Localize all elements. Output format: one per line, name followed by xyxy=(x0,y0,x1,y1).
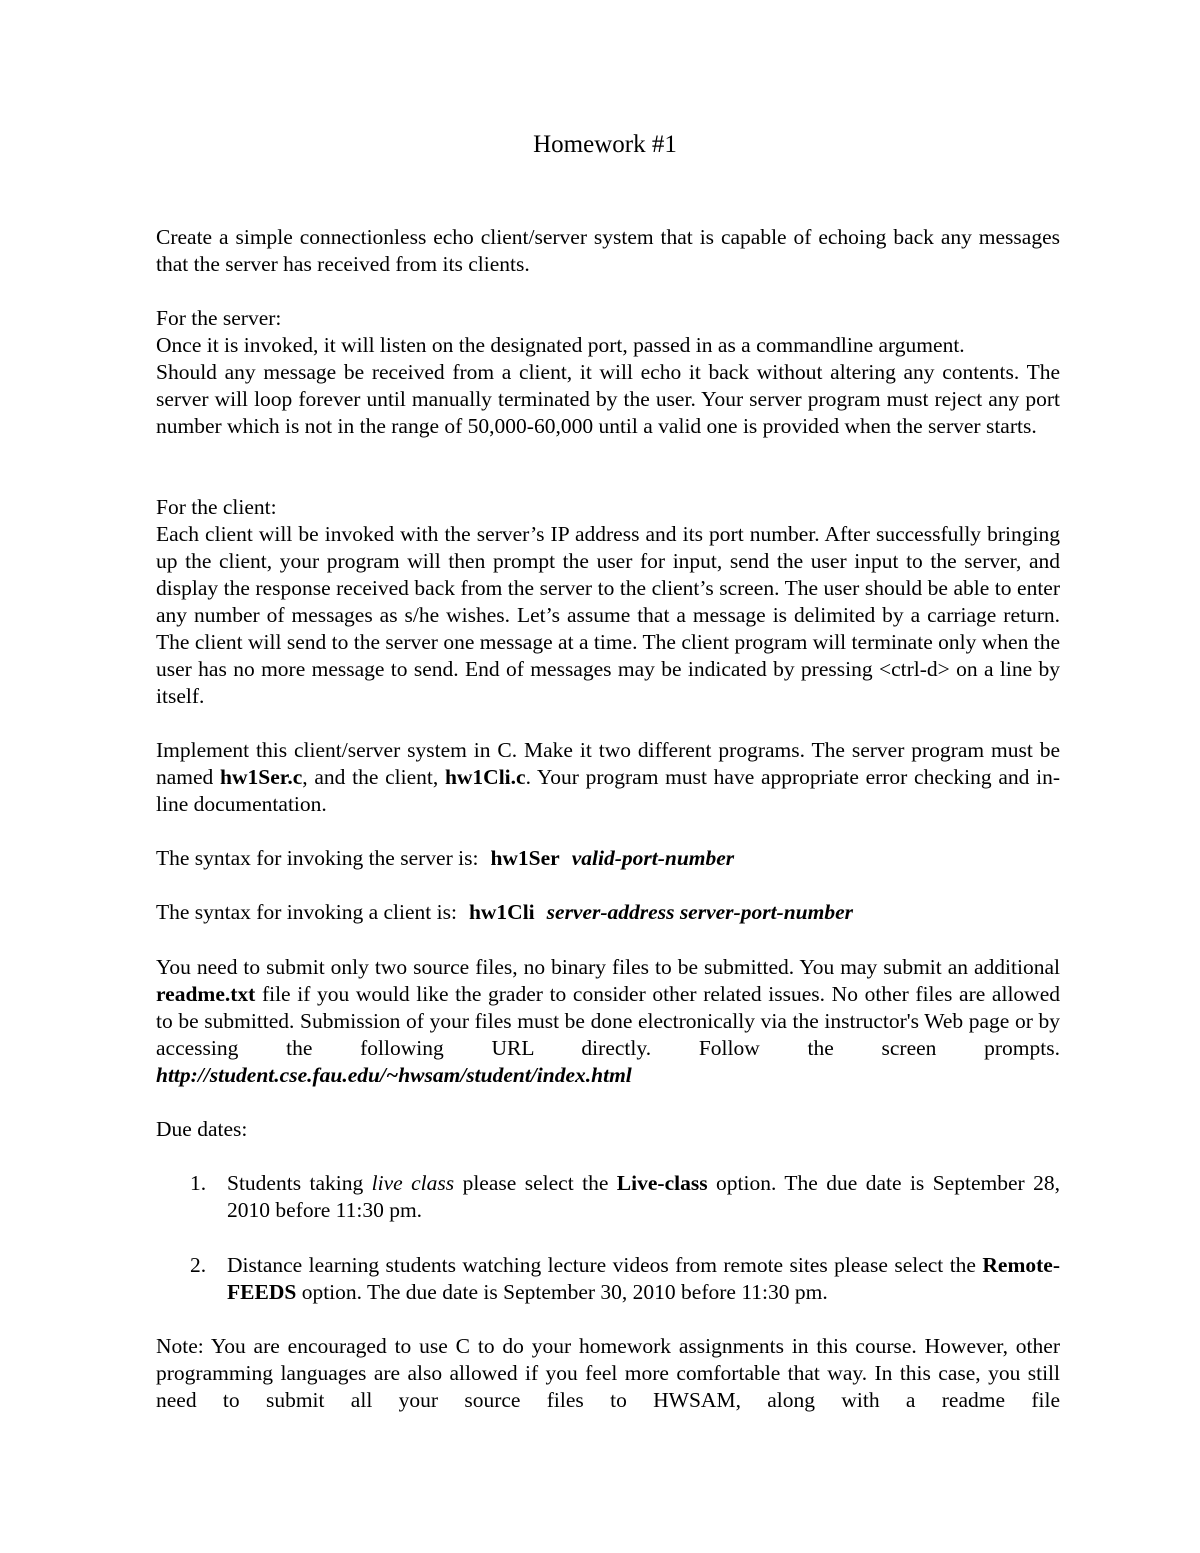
implement-paragraph xyxy=(156,737,1060,818)
list-number: 1. xyxy=(190,1171,207,1195)
client-syntax-prefix: The syntax for invoking a client is: xyxy=(156,900,457,924)
remote-feeds-option: Remote-FEEDS xyxy=(227,1253,1060,1304)
submission-url: http://student.cse.fau.edu/~hwsam/student/index.html xyxy=(156,1063,632,1087)
server-syntax-line xyxy=(156,845,1060,872)
client-command-args: server-address server-port-number xyxy=(546,900,853,924)
server-syntax-prefix: The syntax for invoking the server is: xyxy=(156,846,479,870)
list-number: 2. xyxy=(190,1253,207,1277)
server-filename: hw1Ser.c xyxy=(220,765,303,789)
server-command: hw1Ser xyxy=(490,846,560,870)
due-dates-heading: Due dates: xyxy=(156,1117,248,1141)
submit-text-2: file if you would like the grader to consider other related issues. No other files are allowed to be submitted. Submission of your files must be done electronically via the instructor's Web page or by accessing the following URL directly. Follow the screen prompts. xyxy=(156,982,1060,1060)
server-heading: For the server: xyxy=(156,306,282,330)
submit-paragraph xyxy=(156,954,1060,1089)
implement-text-1: Implement this client/server system in C. Make it two different programs. The server program must be named xyxy=(156,738,1060,789)
readme-filename: readme.txt xyxy=(156,982,256,1006)
note-paragraph: Note: You are encouraged to use C to do your homework assignments in this course. However, other programming languages are also allowed if you feel more comfortable that way. In this case, you still need to submit all your source files to HWSAM, along with a readme file xyxy=(156,1334,1060,1412)
intro-paragraph: Create a simple connectionless echo client/server system that is capable of echoing back any messages that the server has received from its clients. xyxy=(156,225,1060,276)
client-paragraph: Each client will be invoked with the server’s IP address and its port number. After successfully bringing up the client, your program will then prompt the user for input, send the user input to the server, and display the response received back from the server to the client’s screen. The user should be able to enter any number of messages as s/he wishes. Let’s assume that a message is delimited by a carriage return. The client will send to the server one message at a time. The client program will terminate only when the user has no more message to send. End of messages may be indicated by pressing <ctrl-d> on a line by itself. xyxy=(156,522,1060,708)
client-command: hw1Cli xyxy=(468,900,535,924)
submit-text-1: You need to submit only two source files, no binary files to be submitted. You may submit an additional xyxy=(156,955,1060,979)
client-filename: hw1Cli.c xyxy=(444,765,526,789)
due-item-text: Distance learning students watching lecture videos from remote sites please select the Remote-FEEDS option. The due date is September 30, 2010 before 11:30 pm. xyxy=(227,1253,1060,1304)
live-class-emphasis: live class xyxy=(371,1171,455,1195)
live-class-option: Live-class xyxy=(616,1171,708,1195)
server-first-line: Once it is invoked, it will listen on the designated port, passed in as a commandline argument. xyxy=(156,333,965,357)
implement-text-3: . Your program must have appropriate error checking and in-line documentation. xyxy=(156,765,1061,816)
page-title: Homework #1 xyxy=(533,131,677,158)
server-command-args: valid-port-number xyxy=(571,846,735,870)
client-heading: For the client: xyxy=(156,495,277,519)
due-item-text: Students taking live class please select the Live-class option. The due date is September 28, 2010 before 11:30 pm. xyxy=(227,1171,1060,1222)
client-syntax-line xyxy=(156,899,1060,926)
server-paragraph: Should any message be received from a client, it will echo it back without altering any contents. The server will loop forever until manually terminated by the user. Your server program must reject any port number which is not in the range of 50,000-60,000 until a valid one is provided when the server starts. xyxy=(156,360,1060,438)
implement-text-2: , and the client, xyxy=(302,765,445,789)
